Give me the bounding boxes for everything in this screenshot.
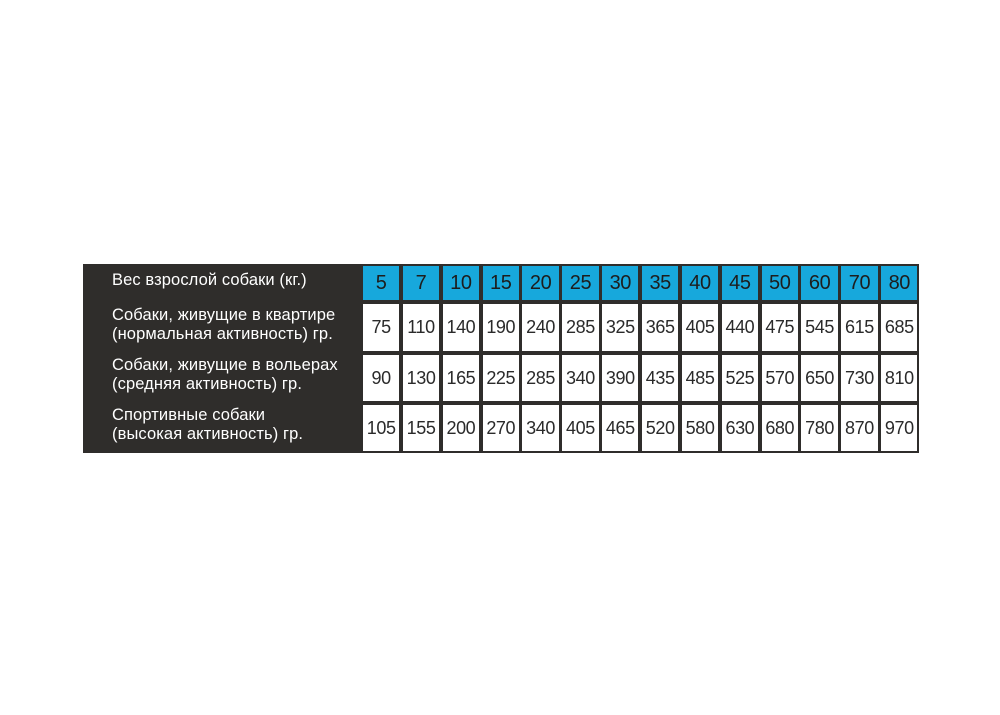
portion-value-cell: 165 bbox=[441, 353, 481, 403]
row-label-line: Собаки, живущие в квартире bbox=[112, 306, 336, 324]
row-label-line: (высокая активность) гр. bbox=[112, 425, 304, 443]
portion-value-cell: 475 bbox=[760, 302, 800, 353]
portion-value-cell: 405 bbox=[560, 403, 600, 453]
portion-value-cell: 650 bbox=[799, 353, 839, 403]
portion-value-cell: 130 bbox=[401, 353, 441, 403]
portion-value-cell: 730 bbox=[839, 353, 879, 403]
portion-value-cell: 285 bbox=[560, 302, 600, 353]
portion-value-cell: 630 bbox=[720, 403, 760, 453]
portion-value-cell: 190 bbox=[481, 302, 521, 353]
values-grid bbox=[361, 264, 919, 453]
portion-value-cell: 365 bbox=[640, 302, 680, 353]
portion-value-cell: 465 bbox=[600, 403, 640, 453]
row-label-line: (средняя активность) гр. bbox=[112, 375, 302, 393]
header-row-label bbox=[112, 271, 307, 290]
row-label-sport bbox=[112, 406, 303, 444]
weight-label: Вес взрослой собаки (кг.) bbox=[112, 271, 307, 289]
portion-value-cell: 90 bbox=[361, 353, 401, 403]
weight-header-cell: 50 bbox=[760, 264, 800, 302]
row-labels-column bbox=[83, 264, 361, 453]
portion-value-cell: 520 bbox=[640, 403, 680, 453]
portion-value-cell: 240 bbox=[520, 302, 560, 353]
portion-value-cell: 810 bbox=[879, 353, 919, 403]
weight-header-cell: 35 bbox=[640, 264, 680, 302]
row-label-apartment bbox=[112, 306, 335, 344]
weight-header-cell: 5 bbox=[361, 264, 401, 302]
weight-header-cell: 40 bbox=[680, 264, 720, 302]
feeding-table bbox=[83, 264, 919, 453]
weight-header-cell: 45 bbox=[720, 264, 760, 302]
weight-header-cell: 30 bbox=[600, 264, 640, 302]
portion-value-cell: 870 bbox=[839, 403, 879, 453]
row-label-line: (нормальная активность) гр. bbox=[112, 325, 333, 343]
portion-value-cell: 570 bbox=[760, 353, 800, 403]
portion-value-cell: 155 bbox=[401, 403, 441, 453]
weight-header-cell: 7 bbox=[401, 264, 441, 302]
weight-header-cell: 15 bbox=[481, 264, 521, 302]
portion-value-cell: 285 bbox=[520, 353, 560, 403]
weight-header-cell: 25 bbox=[560, 264, 600, 302]
portion-value-cell: 485 bbox=[680, 353, 720, 403]
portion-value-cell: 340 bbox=[560, 353, 600, 403]
portion-value-cell: 970 bbox=[879, 403, 919, 453]
portion-value-cell: 685 bbox=[879, 302, 919, 353]
portion-value-cell: 525 bbox=[720, 353, 760, 403]
portion-value-cell: 140 bbox=[441, 302, 481, 353]
portion-value-cell: 340 bbox=[520, 403, 560, 453]
row-label-enclosure bbox=[112, 356, 338, 394]
portion-value-cell: 780 bbox=[799, 403, 839, 453]
portion-value-cell: 325 bbox=[600, 302, 640, 353]
portion-value-cell: 435 bbox=[640, 353, 680, 403]
row-label-line: Собаки, живущие в вольерах bbox=[112, 356, 338, 374]
weight-header-cell: 70 bbox=[839, 264, 879, 302]
portion-value-cell: 440 bbox=[720, 302, 760, 353]
portion-value-cell: 580 bbox=[680, 403, 720, 453]
weight-header-cell: 60 bbox=[799, 264, 839, 302]
portion-value-cell: 545 bbox=[799, 302, 839, 353]
portion-value-cell: 75 bbox=[361, 302, 401, 353]
portion-value-cell: 680 bbox=[760, 403, 800, 453]
portion-value-cell: 225 bbox=[481, 353, 521, 403]
row-label-line: Спортивные собаки bbox=[112, 406, 266, 424]
portion-value-cell: 615 bbox=[839, 302, 879, 353]
portion-value-cell: 405 bbox=[680, 302, 720, 353]
portion-value-cell: 270 bbox=[481, 403, 521, 453]
weight-header-cell: 10 bbox=[441, 264, 481, 302]
portion-value-cell: 110 bbox=[401, 302, 441, 353]
portion-value-cell: 390 bbox=[600, 353, 640, 403]
weight-header-cell: 80 bbox=[879, 264, 919, 302]
portion-value-cell: 200 bbox=[441, 403, 481, 453]
weight-header-cell: 20 bbox=[520, 264, 560, 302]
portion-value-cell: 105 bbox=[361, 403, 401, 453]
